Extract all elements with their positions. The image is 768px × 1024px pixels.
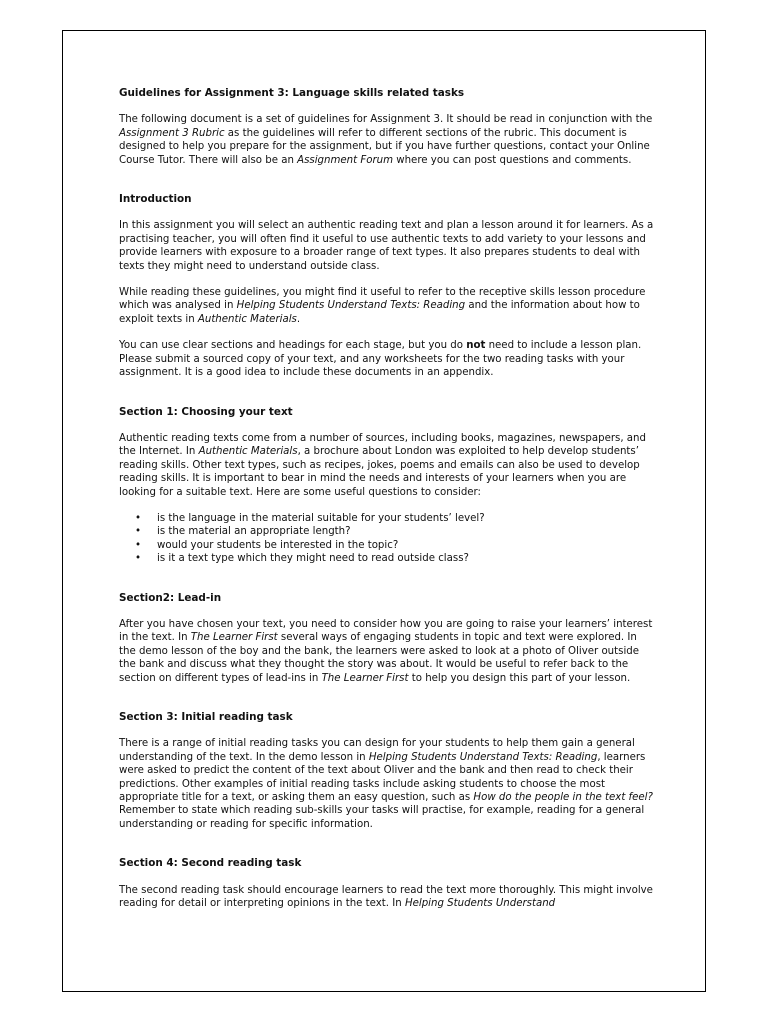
bullet-icon: • [135, 539, 142, 551]
italic-run: The Learner First [321, 672, 409, 684]
italic-run: Authentic Materials [197, 313, 297, 325]
text-run: need to include a lesson plan. Please submit a sourced copy of your text, and any worksheets for the two reading tasks with your assignment. It is a good idea to include these documents in an appendix. [119, 340, 642, 379]
text-run: as the guidelines will refer to different sections of the rubric. This document is designed to help you prepare for the assignment, but if you have further questions, contact your Online Course Tutor. There will also be an [119, 127, 650, 166]
text-run: You can use clear sections and headings for each stage, but you do [119, 340, 467, 352]
text-run: There is a range of initial reading tasks you can design for your students to help them gain a general understanding of the text. In the demo lesson in [119, 738, 635, 763]
italic-run: Assignment 3 Rubric [119, 127, 225, 139]
text-run: to help you design this part of your lesson. [408, 672, 631, 684]
list-item [135, 552, 655, 565]
section3-paragraph [119, 737, 655, 831]
italic-run: Helping Students Understand [404, 898, 556, 910]
list-item [135, 512, 655, 525]
list-item-text: is the material an appropriate length? [157, 526, 351, 538]
text-run: Remember to state which reading sub-skills your tasks will practise, for example, reading for a general understanding or reading for specific information. [119, 805, 645, 830]
document-content [119, 87, 655, 923]
list-item-text: would your students be interested in the topic? [157, 539, 399, 551]
text-run: and the information about how to exploit texts in [119, 300, 640, 325]
document-title: Guidelines for Assignment 3: Language skills related tasks [119, 87, 465, 99]
text-run: , learners were asked to predict the content of the text about Oliver and the bank and then read to check their predictions. Other examples of initial reading tasks include asking students to choose the most appropriate title for a text, or asking them an easy question, such as [119, 751, 646, 804]
section1-paragraph [119, 432, 655, 499]
section2-paragraph [119, 618, 655, 685]
bullet-icon: • [135, 553, 142, 565]
text-run: While reading these guidelines, you might find it useful to refer to the receptive skills lesson procedure which was analysed in [119, 287, 646, 312]
italic-run: Assignment Forum [297, 154, 394, 166]
section1-question-list [119, 512, 655, 566]
section3-heading: Section 3: Initial reading task [119, 711, 293, 723]
text-run: After you have chosen your text, you need to consider how you are going to raise your learners’ interest in the text. In [119, 618, 653, 644]
text-run: The following document is a set of guidelines for Assignment 3. It should be read in conjunction with the [119, 114, 653, 126]
bullet-icon: • [135, 512, 142, 524]
list-item [135, 525, 655, 538]
italic-run: Helping Students Understand Texts: Reading [236, 300, 466, 312]
text-run: several ways of engaging students in topic and text were explored. In the demo lesson of the boy and the bank, the learners were asked to look at a photo of Oliver outside the bank and discuss what they thought the story was about. It would be useful to refer back to the section on different types of lead-ins in [119, 632, 640, 684]
italic-run: Helping Students Understand Texts: Reading [368, 751, 598, 763]
section2-heading: Section2: Lead-in [119, 591, 222, 604]
text-run: Authentic reading texts come from a number of sources, including books, magazines, newspapers, and the Internet. In [119, 432, 646, 458]
intro-paragraph [119, 113, 655, 167]
list-item-text: is the language in the material suitable for your students’ level? [157, 512, 485, 524]
section4-paragraph [119, 884, 655, 911]
list-item-text: is it a text type which they might need to read outside class? [157, 553, 469, 565]
text-run: . [296, 313, 301, 325]
bullet-icon: • [135, 526, 142, 538]
bold-run: not [466, 340, 486, 352]
introduction-heading: Introduction [119, 193, 192, 206]
text-run: where you can post questions and comments. [393, 154, 632, 166]
document-page [62, 30, 706, 992]
italic-run: The Learner First [190, 632, 278, 644]
italic-run: Authentic Materials [198, 446, 298, 458]
introduction-paragraph-3 [119, 339, 655, 379]
list-item [135, 539, 655, 552]
text-run: The second reading task should encourage learners to read the text more thoroughly. This might involve reading for detail or interpreting opinions in the text. In [119, 884, 653, 910]
introduction-paragraph-1: In this assignment you will select an authentic reading text and plan a lesson around it for learners. As a practising teacher, you will often find it useful to use authentic texts to add variety to your lessons and provide learners with exposure to a broader range of text types. It also prepares students to deal with texts they might need to understand outside class. [119, 220, 654, 272]
section4-heading: Section 4: Second reading task [119, 857, 302, 870]
italic-run: How do the people in the text feel? [473, 792, 653, 804]
section1-heading: Section 1: Choosing your text [119, 405, 293, 418]
introduction-paragraph-2 [119, 286, 655, 326]
text-run: , a brochure about London was exploited to help develop students’ reading skills. Other text types, such as recipes, jokes, poems and emails can also be used to develop reading skills. It is important to bear in mind the needs and interests of your learners when you are looking for a suitable text. Here are some useful questions to consider: [119, 446, 640, 498]
